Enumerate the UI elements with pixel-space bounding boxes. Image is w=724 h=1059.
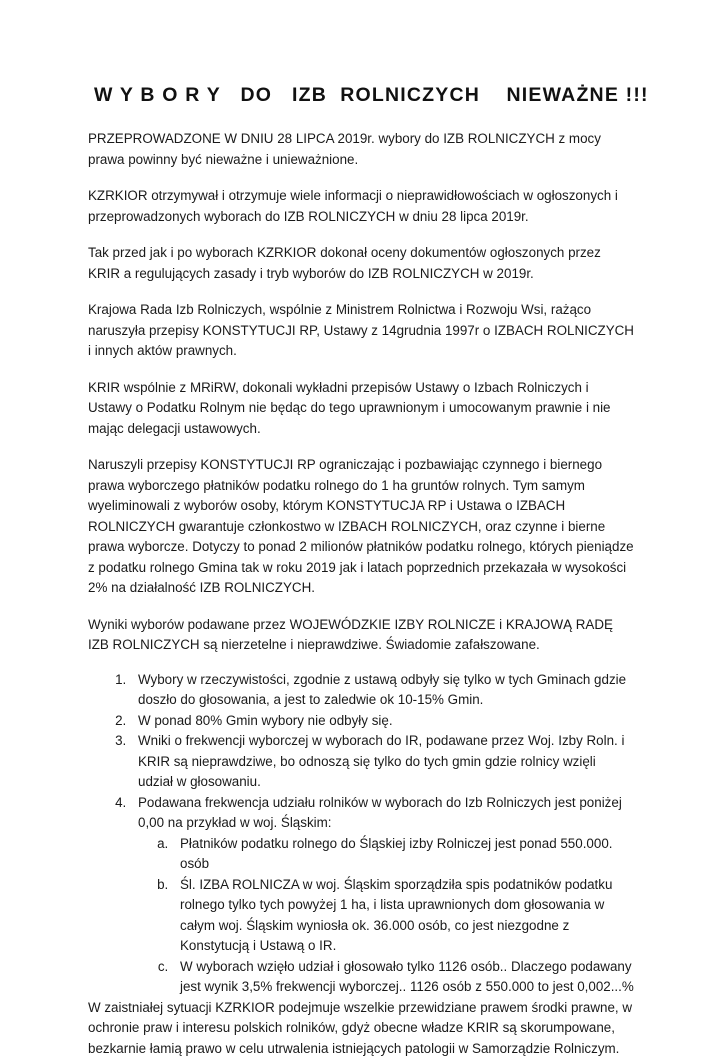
sublist-item-text: Płatników podatku rolnego do Śląskiej izby Rolniczej jest ponad 550.000. osób [180, 836, 613, 872]
sublist-item-text: Śl. IZBA ROLNICZA w woj. Śląskim sporządziła spis podatników podatku rolnego tylko tych powyżej 1 ha, i lista uprawnionych dom głosowania w całym woj. Śląskim wyniosła ok. 36.000 osób, co jest niezgodne z Konstytucją i Ustawą o IR. [180, 877, 612, 954]
list-item-text: Wybory w rzeczywistości, zgodnie z ustawą odbyły się tylko w tych Gminach gdzie doszło do głosowania, a jest to zaledwie ok 10-15% Gmin. [138, 672, 626, 708]
sublist-item-text: W wyborach wzięło udział i głosowało tylko 1126 osób.. Dlaczego podawany jest wynik 3,5% frekwencji wyborczej.. 1126 osób z 550.000 to jest 0,002...% [180, 959, 634, 995]
numbered-list [88, 670, 634, 998]
list-item-2 [130, 711, 634, 732]
paragraph-5: KRIR wspólnie z MRiRW, dokonali wykładni przepisów Ustawy o Izbach Rolniczych i Ustawy o Podatku Rolnym nie będąc do tego uprawnionym i umocowanym prawnie i nie mając delegacji ustawowych. [88, 378, 634, 440]
list-item-text: Wniki o frekwencji wyborczej w wyborach do IR, podawane przez Woj. Izby Roln. i KRIR są nieprawdziwe, bo odnoszą się tylko do tych gmin gdzie rolnicy wzięli udział w głosowaniu. [138, 733, 624, 789]
paragraph-3: Tak przed jak i po wyborach KZRKIOR dokonał oceny dokumentów ogłoszonych przez KRIR a regulujących zasady i tryb wyborów do IZB ROLNICZYCH w 2019r. [88, 243, 634, 284]
paragraph-1: PRZEPROWADZONE W DNIU 28 LIPCA 2019r. wybory do IZB ROLNICZYCH z mocy prawa powinny być nieważne i unieważnione. [88, 129, 634, 170]
paragraph-6: Naruszyli przepisy KONSTYTUCJI RP ograniczając i pozbawiając czynnego i biernego prawa wyborczego płatników podatku rolnego do 1 ha gruntów rolnych. Tym samym wyeliminowali z wyborów osoby, którym KONSTYTUCJA RP i Ustawa o IZBACH ROLNICZYCH gwarantuje członkostwo w IZBACH ROLNICZYCH, oraz czynne i bierne prawa wyborcze. Dotyczy to ponad 2 milionów płatników podatku rolnego, których pieniądze z podatku rolnego Gmina tak w roku 2019 jak i latach poprzednich przekazała w wysokości 2% na działalność IZB ROLNICZYCH. [88, 455, 634, 599]
sublist-item-b [172, 875, 634, 957]
closing-paragraph: W zaistniałej sytuacji KZRKIOR podejmuje wszelkie przewidziane prawem środki prawne, w ochronie praw i interesu polskich rolników, gdyż obecne władze KRIR są skorumpowane, bezkarnie łamią prawo w celu utrwalenia istniejących patologii w Samorządzie Rolniczym. [88, 998, 634, 1059]
document-title: W Y B O R Y DO IZB ROLNICZYCH NIEWAŻNE !!! [94, 84, 634, 107]
list-item-4 [130, 793, 634, 998]
paragraph-2: KZRKIOR otrzymywał i otrzymuje wiele informacji o nieprawidłowościach w ogłoszonych i przeprowadzonych wyborach do IZB ROLNICZYCH w dniu 28 lipca 2019r. [88, 186, 634, 227]
list-item-text: Podawana frekwencja udziału rolników w wyborach do Izb Rolniczych jest poniżej 0,00 na przykład w woj. Śląskim: [138, 795, 622, 831]
paragraph-7: Wyniki wyborów podawane przez WOJEWÓDZKIE IZBY ROLNICZE i KRAJOWĄ RADĘ IZB ROLNICZYCH są nierzetelne i nieprawdziwe. Świadomie zafałszowane. [88, 615, 634, 656]
paragraph-4: Krajowa Rada Izb Rolniczych, wspólnie z Ministrem Rolnictwa i Rozwoju Wsi, rażąco naruszyła przepisy KONSTYTUCJI RP, Ustawy z 14grudnia 1997r o IZBACH ROLNICZYCH i innych aktów prawnych. [88, 300, 634, 362]
lettered-sublist [138, 834, 634, 998]
sublist-item-a [172, 834, 634, 875]
list-item-text: W ponad 80% Gmin wybory nie odbyły się. [138, 713, 393, 728]
list-item-1 [130, 670, 634, 711]
list-item-3 [130, 731, 634, 793]
sublist-item-c [172, 957, 634, 998]
